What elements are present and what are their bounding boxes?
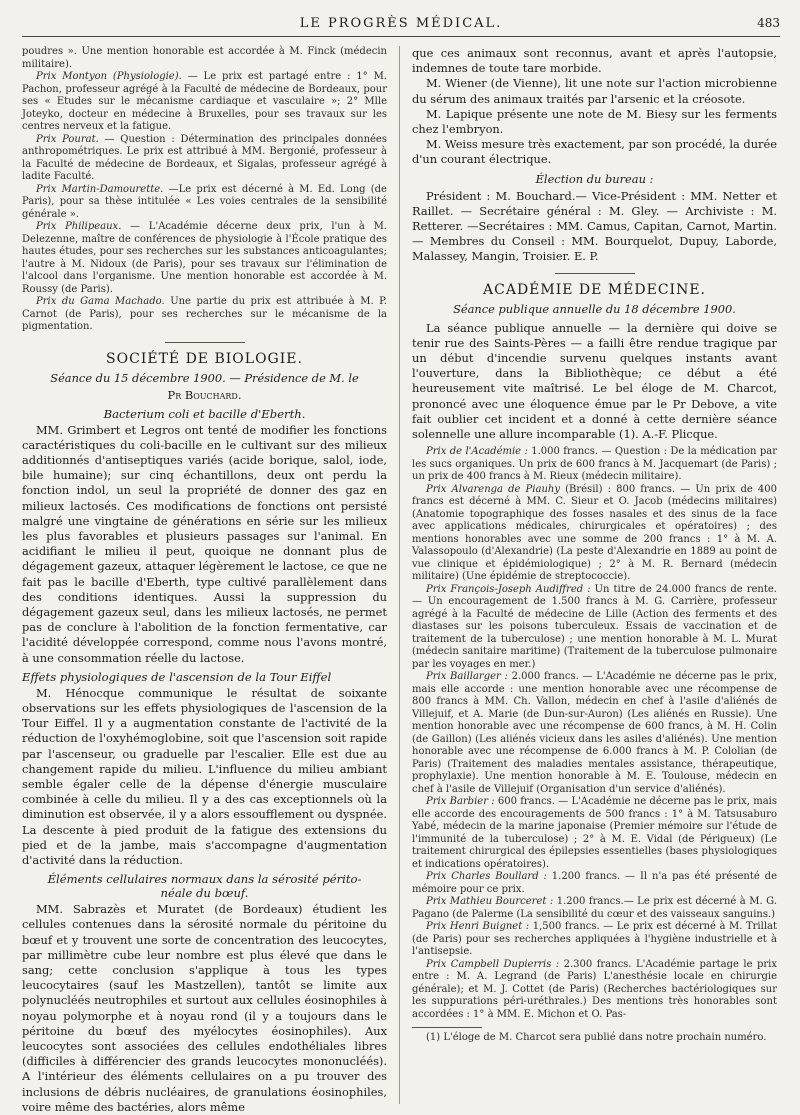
session-line-academie: Séance publique annuelle du 18 décembre 1900. — [453, 301, 736, 316]
prize-label: Prix François-Joseph Audiffred : — [426, 583, 591, 595]
page-header — [22, 14, 780, 37]
paragraph-tour-eiffel: M. Hénocque communique le résultat de soixante observations sur les effets physiologiques de l'ascension de la Tour Eiffel. Il y a augmentation constante de l'activité de la réduction de l'oxyhémoglobine, soit que l'ascension soit rapide par l'ascenseur, ou graduelle par l'escalier. Elle est due au changement rapide du milieu. L'influence du milieu ambiant semble égaler celle de la dépense d'énergie musculaire combinée à celle du milieu. Il y a des cas exceptionnels où la diminution est observée, il y a alors essoufflement ou dyspnée. La descente à pied produit de la fatigue des extensions du pied et de la jambe, mais s'accompagne d'augmentation d'activité dans la réduction. — [22, 685, 387, 867]
prize-list — [412, 446, 777, 1021]
right-column — [412, 46, 777, 1104]
prize-montyon: Prix Montyon (Physiologie). — Le prix est partagé entre : 1° M. Pachon, professeur agrégé à la Faculté de médecine de Bordeaux, pour ses « Etudes sur le mécanisme cardiaque et vasculaire »; 2° Mlle Joteyko, docteur en médecine à Bruxelles, pour ses travaux sur les centres nerveux et la fatigue. — [22, 71, 387, 132]
paragraph-lapique: M. Lapique présente une note de M. Biesy sur les ferments chez l'embryon. — [412, 106, 777, 137]
section-title-academie: ACADÉMIE DE MÉDECINE. — [483, 281, 706, 298]
prize-text: 1.000 francs. — Question : De la médication par les sucs organiques. Un prix de 600 francs à M. Jacquemart (de Paris) ; un prix de 400 francs à M. Rieux (médecin militaire). — [412, 446, 777, 483]
prize-text: 2.000 francs. — L'Académie ne décerne pas le prix, mais elle accorde : une mention honorable avec une récompense de 800 francs à MM. Ch. Vallon, médecin en chef à l'asile d'aliénés de Villejuif, et A. Marie (de Dun-sur-Auron) (Les aliénés en Russie). Une mention honorable avec une récompense de 600 francs, à M. H. Colin (de Gaillon) (Les aliénés vicieux dans les asiles d'aliénés). Une mention honorable avec une récompense de 6.000 francs à M. P. Cololian (de Paris) (Traitement des maladies mentales assistance, thérapeutique, prophylaxie). Une mention honorable à M. E. Toulouse, médecin en chef à l'asile de Villejuif (Organisation d'un service d'aliénés). — [412, 671, 777, 795]
prize-text: 1.200 francs. — Il n'a pas été présenté de mémoire pour ce prix. — [412, 871, 777, 895]
prize-entry — [412, 584, 777, 672]
prize-entry — [412, 796, 777, 871]
paragraph-elements: MM. Sabrazès et Muratet (de Bordeaux) étudient les cellules contenues dans la sérosité normale du péritoine du bœuf et y trouvent une sorte de concentration des leucocytes, par millimètre cube leur nombre est plus élevé que dans le sang; cette conclusion s'applique à tous les types leucocytaires (sauf les Mastzellen), tantôt se limite aux polynucléés neutrophiles et surtout aux cellules éosinophiles à noyau polymorphe et à noyau rond (il y a toujours dans le péritoine du bœuf des myélocytes éosinophiles). Aux leucocytes sont associées des cellules endothéliales libres (difficiles à différencier des grands leucocytes mononucléés). A l'intérieur des éléments cellulaires on a pu trouver des inclusions de débris nucléaires, de granulations éosinophiles, voire même des bactéries, alors même — [22, 902, 387, 1114]
paragraph-continued: que ces animaux sont reconnus, avant et après l'autopsie, indemnes de toute tare morbide. — [412, 46, 777, 76]
prize-label: Prix Barbier : — [426, 796, 495, 808]
prize-text: 1,500 francs. — Le prix est décerné à M. Trillat (de Paris) pour ses recherches appliquées à l'hygiène industrielle et à l'antisepsie. — [412, 921, 777, 958]
section-divider — [165, 342, 245, 343]
section-title-biologie: SOCIÉTÉ DE BIOLOGIE. — [106, 350, 303, 367]
prize-entry — [412, 446, 777, 484]
prize-entry — [412, 871, 777, 896]
prize-label: Prix de l'Académie : — [426, 446, 528, 458]
prize-entry — [412, 896, 777, 921]
prize-label: Prix Baillarger : — [426, 671, 508, 683]
prize-pourat: Prix Pourat. — Question : Détermination des principales données anthropométriques. Le prix est attribué à MM. Bergonié, professeur à la Faculté de médecine de Bordeaux, et Sigalas, professeur agrégé à ladite Faculté. — [22, 133, 387, 182]
subsection-title-tour-eiffel: Effets physiologiques de l'ascension de la Tour Eiffel — [22, 669, 332, 684]
prize-label: Prix Mathieu Bourceret : — [426, 896, 554, 908]
prize-label: Prix Henri Buignet : — [426, 921, 530, 933]
subsection-title-bacterium: Bacterium coli et bacille d'Eberth. — [103, 406, 306, 421]
session-president: Pr Bouchard. — [167, 387, 242, 402]
paragraph-wiener: M. Wiener (de Vienne), lit une note sur l'action microbienne du sérum des animaux traités par l'arsenic et la créosote. — [412, 76, 777, 106]
prize-text: 2.300 francs. L'Académie partage le prix entre : M. A. Legrand (de Paris) L'anesthésie locale en chirurgie générale); et M. J. Cottet (de Paris) (Recherches bactériologiques sur les suppurations péri-uréthrales.) Des mentions très honorables sont accordées : 1° à MM. E. Michon et O. Pas- — [412, 958, 777, 1020]
prize-philipeaux: Prix Philipeaux. — L'Académie décerne deux prix, l'un à M. Delezenne, maître de conférences de physiologie à l'École pratique des hautes études, pour ses recherches sur les substances anticoagulantes; l'autre à M. Nidoux (de Paris), pour ses travaux sur l'élimination de l'alcool dans l'organisme. Une mention honorable est accordée à M. Roussy (de Paris). — [22, 221, 387, 295]
paragraph-academie-intro: La séance publique annuelle — la dernière qui doive se tenir rue des Saints-Pères — a failli être rendue tragique par un début d'incendie survenu quelques instants avant l'ouverture, dans la Bibliothèque; ce début a été heureusement vite maîtrisé. Le bel éloge de M. Charcot, prononcé avec une éloquence émue par le Pr Debove, a vite fait oublier cet incident et a donné à cette dernière séance solennelle une allure incomparable (1). A.-F. Plicque. — [412, 320, 777, 442]
journal-title: LE PROGRÈS MÉDICAL. — [299, 16, 503, 31]
prize-text: (Brésil) : 800 francs. — Un prix de 400 francs est décerné à MM. C. Sieur et O. Jacob (médecins militaires) (Anatomie topographique des fosses nasales et des sinus de la face avec applications médicales, chirurgicales et opératoires) ; des mentions honorables avec une somme de 200 francs : 1° à M. A. Valassopoulo (d'Alexandrie) (La peste d'Alexandrie en 1889 au point de vue clinique et épidémiologique) ; 2° à M. R. Bernard (médecin militaire) (Une épidémie de streptococcie). — [412, 483, 777, 583]
subsection-title-elements-2: néale du bœuf. — [160, 886, 249, 901]
page-number: 483 — [757, 16, 780, 30]
prize-text: 1.200 francs.— Le prix est décerné à M. G. Pagano (de Palerme (La sensibilité du cœur et des vaisseaux sanguins.) — [412, 896, 777, 920]
paragraph-weiss: M. Weiss mesure très exactement, par son procédé, la durée d'un courant électrique. — [412, 137, 777, 167]
prize-entry — [412, 959, 777, 1022]
section-divider — [555, 273, 635, 274]
paragraph-bacterium: MM. Grimbert et Legros ont tenté de modifier les fonctions caractéristiques du coli-bacille en le cultivant sur des milieux additionnés d'antiseptiques variés (acide borique, salol, iode, bile humaine); sur cinq échantillons, deux ont perdu la fonction indol, un seul la propriété de donner des gaz en milieux lactosés. Ces modifications de fonctions ont persisté malgré une vingtaine de générations en série sur les milieux les plus favorables et plusieurs passages sur l'animal. En acidifiant le milieu il peut, quoique ne donnant plus de dégagement gazeux, attaquer légèrement le lactose, ce que ne fait pas le bacille d'Eberth, type cultivé parallèlement dans des conditions identiques. Aussi la suppression du dégagement gazeux seul, dans les milieux lactosés, ne permet pas de conclure à l'abolition de la fonction fermentative, car l'acidité développée correspond, comme nous l'avons montré, à une consommation réelle du lactose. — [22, 422, 387, 665]
prize-label: Prix Charles Boullard : — [426, 871, 547, 883]
prize-entry — [412, 921, 777, 959]
intro-paragraph: poudres ». Une mention honorable est accordée à M. Finck (médecin militaire). — [22, 46, 387, 70]
prize-text: 600 francs. — L'Académie ne décerne pas le prix, mais elle accorde des encouragements de 500 francs : 1° à M. Tatsusaburo Yabé, médecin de la marine japonaise (Premier mémoire sur l'étude de l'immunité de la tuberculose) ; 2° à M. E. Vidal (de Périgueux) (Le traitement chirurgical des épilepsies essentielles (bases physiologiques et indications opératoires). — [412, 796, 777, 870]
session-line: Séance du 15 décembre 1900. — Présidence de M. le — [50, 370, 359, 385]
footnote-rule — [412, 1027, 482, 1028]
left-column — [22, 46, 388, 1114]
prize-label: Prix Campbell Dupierris : — [426, 958, 560, 970]
footnote: (1) L'éloge de M. Charcot sera publié dans notre prochain numéro. — [426, 1032, 767, 1044]
prize-entry — [412, 671, 777, 796]
prize-label: Prix Alvarenga de Piauhy — [426, 483, 560, 495]
prize-text: Un titre de 24.000 francs de rente. — Un encouragement de 1.500 francs à M. G. Carrière, professeur agrégé à la Faculté de médecine de Lille (Action des ferments et des diastases sur les poisons tuberculeux. Essais de vaccination et de traitement de la tuberculose) ; une mention honorable à M. L. Murat (médecin sanitaire maritime) (Traitement de la tuberculose pulmonaire par les voyages en mer.) — [412, 583, 777, 670]
election-title: Élection du bureau : — [535, 171, 654, 186]
prize-gama-machado: Prix du Gama Machado. Une partie du prix est attribuée à M. P. Carnot (de Paris), pour ses recherches sur le mécanisme de la pigmentation. — [22, 296, 388, 332]
prize-martin-damourette: Prix Martin-Damourette. —Le prix est décerné à M. Ed. Long (de Paris), pour sa thèse intitulée « Les voies centrales de la sensibilité générale ». — [22, 183, 387, 220]
subsection-title-elements-1: Éléments cellulaires normaux dans la sérosité périto- — [47, 872, 362, 887]
journal-page — [22, 14, 780, 1114]
election-text: Président : M. Bouchard.— Vice-Président : MM. Netter et Raillet. — Secrétaire général : M. Gley. — Archiviste : M. Retterer. —Secrétaires : MM. Camus, Capitan, Carnot, Martin. — Membres du Conseil : MM. Bourquelot, Dupuy, Laborde, Malassey, Mangin, Troisier. E. P. — [412, 188, 777, 264]
prize-entry — [412, 484, 777, 584]
